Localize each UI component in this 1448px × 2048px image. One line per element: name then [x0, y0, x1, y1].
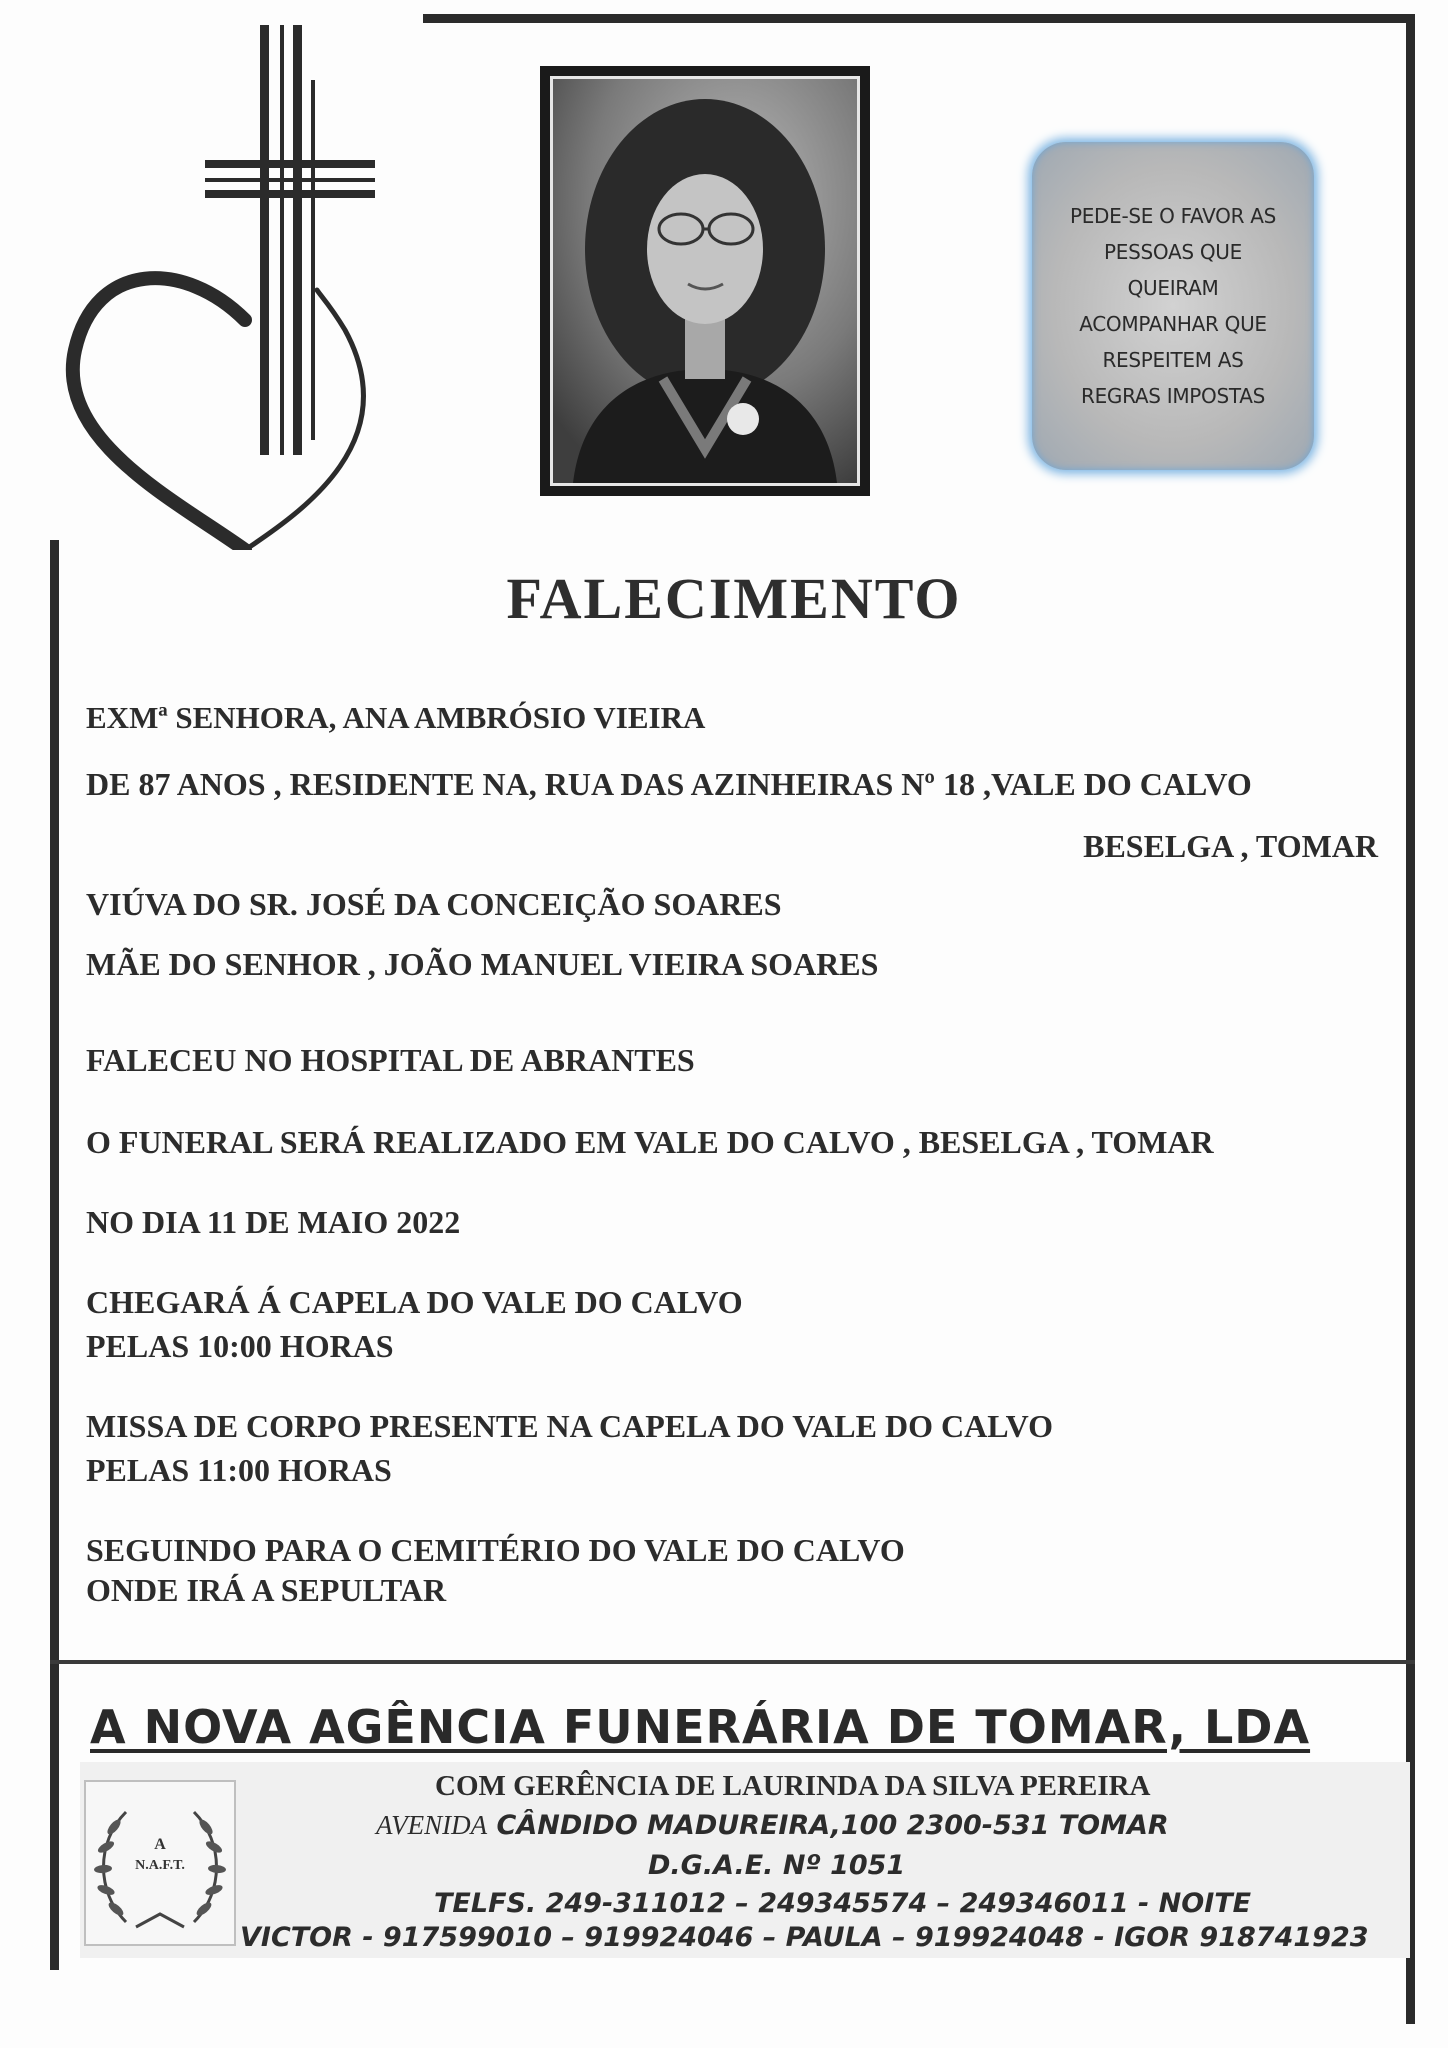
notice-line: PESSOAS QUE — [1104, 240, 1242, 264]
funeral-date-line: NO DIA 11 DE MAIO 2022 — [86, 1204, 461, 1240]
deceased-name-line: EXMª SENHORA, ANA AMBRÓSIO VIEIRA — [86, 700, 706, 735]
agency-address — [376, 1810, 1169, 1841]
agency-night-contacts: VICTOR - 917599010 – 919924046 – PAULA – 919924048 - IGOR 918741923 — [240, 1922, 1369, 1953]
agency-management: COM GERÊNCIA DE LAURINDA DA SILVA PEREIRA — [435, 1770, 1151, 1802]
mother-line: MÃE DO SENHOR , JOÃO MANUEL VIEIRA SOARES — [86, 946, 879, 982]
mass-line: MISSA DE CORPO PRESENTE NA CAPELA DO VALE DO CALVO — [86, 1408, 1053, 1444]
chapel-arrival-time: PELAS 10:00 HORAS — [86, 1328, 394, 1364]
notice-box — [1032, 142, 1314, 470]
age-address-line: DE 87 ANOS , RESIDENTE NA, RUA DAS AZINHEIRAS Nº 18 ,VALE DO CALVO — [86, 766, 1252, 802]
agency-seal — [84, 1780, 236, 1946]
cemetery-line: SEGUINDO PARA O CEMITÉRIO DO VALE DO CALVO — [86, 1532, 905, 1568]
frame-right-border — [1406, 14, 1415, 2024]
notice-line: QUEIRAM — [1127, 276, 1219, 300]
burial-line: ONDE IRÁ A SEPULTAR — [86, 1572, 447, 1608]
portrait-image — [550, 76, 860, 486]
cross-heart-icon — [55, 20, 375, 550]
widow-line: VIÚVA DO SR. JOSÉ DA CONCEIÇÃO SOARES — [86, 886, 782, 922]
portrait-photo — [540, 66, 870, 496]
chapel-arrival-line: CHEGARÁ Á CAPELA DO VALE DO CALVO — [86, 1284, 743, 1320]
footer-divider — [50, 1660, 1415, 1664]
agency-name: A NOVA AGÊNCIA FUNERÁRIA DE TOMAR, LDA — [90, 1700, 1311, 1754]
frame-left-border — [50, 540, 59, 1970]
page-title: FALECIMENTO — [506, 566, 962, 631]
mass-time: PELAS 11:00 HORAS — [86, 1452, 392, 1488]
notice-line: PEDE-SE O FAVOR AS — [1069, 204, 1277, 228]
funeral-place-line: O FUNERAL SERÁ REALIZADO EM VALE DO CALVO , BESELGA , TOMAR — [86, 1124, 1214, 1160]
notice-text — [1058, 198, 1288, 414]
death-place-line: FALECEU NO HOSPITAL DE ABRANTES — [86, 1042, 695, 1078]
address-prefix: AVENIDA — [376, 1810, 488, 1840]
notice-line: ACOMPANHAR QUE — [1079, 312, 1267, 336]
seal-letter: A — [154, 1836, 166, 1853]
address-locality-line: BESELGA , TOMAR — [1083, 828, 1378, 864]
frame-top-border — [423, 14, 1415, 23]
notice-line: RESPEITEM AS — [1102, 348, 1244, 372]
address-text: CÂNDIDO MADUREIRA,100 2300-531 TOMAR — [496, 1810, 1169, 1841]
notice-line: REGRAS IMPOSTAS — [1080, 384, 1266, 408]
agency-dgae: D.G.A.E. Nº 1051 — [648, 1850, 906, 1881]
agency-phones: TELFS. 249-311012 – 249345574 – 249346011 - NOITE — [434, 1888, 1252, 1919]
seal-text: N.A.F.T. — [135, 1858, 185, 1873]
